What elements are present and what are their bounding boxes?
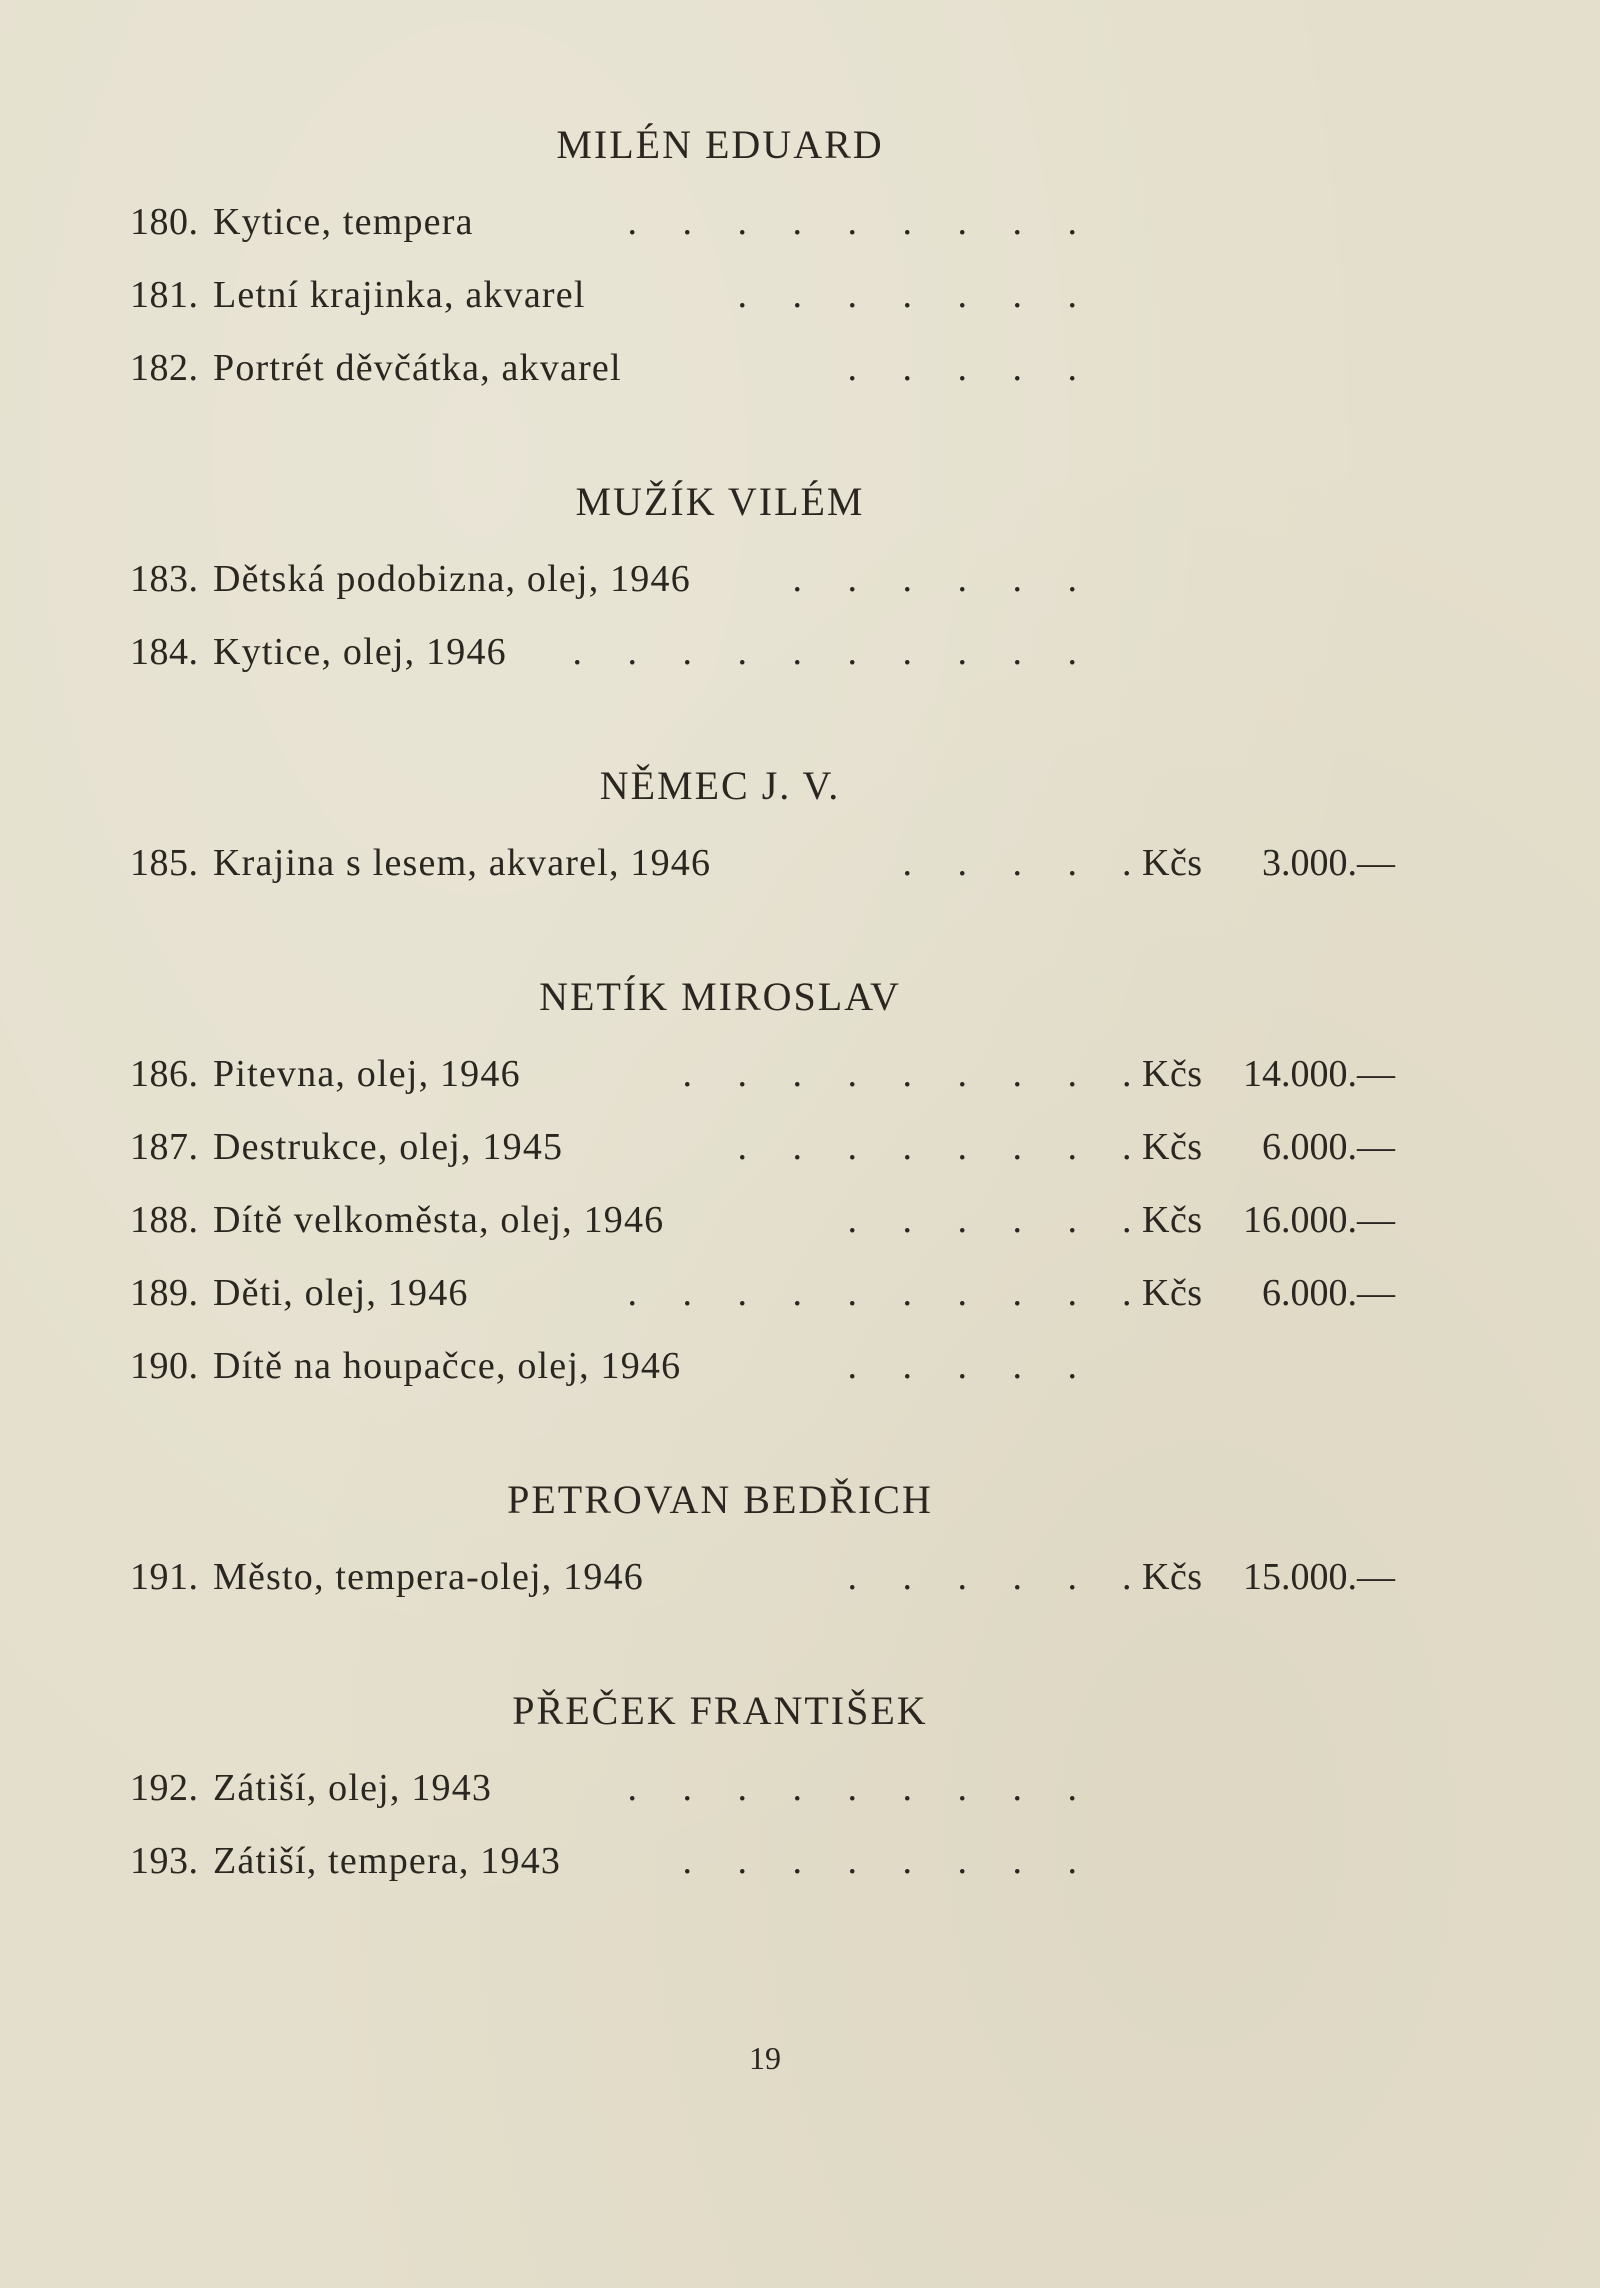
artwork-entry	[0, 332, 1600, 405]
artwork-entry	[0, 827, 1600, 900]
currency-label: . Kčs	[1122, 842, 1203, 884]
artwork-title: Letní krajinka, akvarel	[213, 274, 586, 316]
section-spacer	[0, 689, 1600, 759]
artist-heading: NETÍK MIROSLAV	[539, 974, 901, 1019]
catalog-number: 186.	[130, 1053, 199, 1095]
artwork-title: Děti, olej, 1946	[213, 1272, 469, 1314]
page-number: 19	[749, 2040, 781, 2076]
artwork-title: Destrukce, olej, 1945	[213, 1126, 564, 1168]
artwork-title: Portrét děvčátka, akvarel	[213, 347, 622, 389]
dot-leader: . . . .	[902, 842, 1095, 884]
artwork-title: Dětská podobizna, olej, 1946	[213, 558, 691, 600]
artwork-entry	[0, 1111, 1600, 1184]
section-spacer	[0, 405, 1600, 475]
dot-leader: . . . . . . . .	[682, 1840, 1095, 1882]
catalog-number: 182.	[130, 347, 199, 389]
artist-section	[0, 475, 1600, 759]
artwork-title: Dítě na houpačce, olej, 1946	[213, 1345, 682, 1387]
dot-leader: . . . . . . .	[737, 274, 1095, 316]
dot-leader: . . . . .	[847, 1345, 1095, 1387]
artist-heading: PŘEČEK FRANTIŠEK	[512, 1688, 928, 1733]
artwork-title: Krajina s lesem, akvarel, 1946	[213, 842, 712, 884]
artwork-entry	[0, 1257, 1600, 1330]
artwork-entry	[0, 1038, 1600, 1111]
catalog-number: 185.	[130, 842, 199, 884]
price-value: 6.000.—	[1262, 1272, 1395, 1314]
catalog-number: 184.	[130, 631, 199, 673]
currency-label: . Kčs	[1122, 1199, 1203, 1241]
artwork-entry	[0, 1752, 1600, 1825]
section-spacer	[0, 1403, 1600, 1473]
price-value: 3.000.—	[1262, 842, 1395, 884]
artwork-title: Pitevna, olej, 1946	[213, 1053, 521, 1095]
artwork-entry	[0, 259, 1600, 332]
dot-leader: . . . . . . . . .	[627, 1272, 1095, 1314]
catalog-number: 181.	[130, 274, 199, 316]
artwork-entry	[0, 1825, 1600, 1898]
artwork-list	[0, 543, 1600, 689]
dot-leader: . . . . . . . .	[682, 1053, 1095, 1095]
dot-leader: . . . . .	[847, 1556, 1095, 1598]
artwork-title: Kytice, tempera	[213, 201, 474, 243]
catalog-number: 188.	[130, 1199, 199, 1241]
catalog-content	[0, 118, 1600, 1898]
artist-section	[0, 759, 1600, 970]
artwork-entry	[0, 616, 1600, 689]
price-value: 16.000.—	[1243, 1199, 1395, 1241]
artwork-list	[0, 827, 1600, 900]
dot-leader: . . . . .	[847, 1199, 1095, 1241]
artist-heading: MUŽÍK VILÉM	[575, 479, 865, 524]
currency-label: . Kčs	[1122, 1053, 1203, 1095]
artist-heading: PETROVAN BEDŘICH	[507, 1477, 933, 1522]
catalog-number: 193.	[130, 1840, 199, 1882]
artwork-list	[0, 186, 1600, 405]
dot-leader: . . . . . . . . .	[627, 201, 1095, 243]
artwork-list	[0, 1541, 1600, 1614]
dot-leader: . . . . . .	[792, 558, 1095, 600]
artwork-entry	[0, 1330, 1600, 1403]
artwork-entry	[0, 1184, 1600, 1257]
artwork-entry	[0, 186, 1600, 259]
catalog-number: 187.	[130, 1126, 199, 1168]
artist-section	[0, 1473, 1600, 1684]
catalog-number: 189.	[130, 1272, 199, 1314]
catalog-number: 183.	[130, 558, 199, 600]
price-value: 14.000.—	[1243, 1053, 1395, 1095]
section-spacer	[0, 900, 1600, 970]
currency-label: . Kčs	[1122, 1272, 1203, 1314]
artist-heading: MILÉN EDUARD	[556, 122, 884, 167]
currency-label: . Kčs	[1122, 1556, 1203, 1598]
artwork-title: Kytice, olej, 1946	[213, 631, 507, 673]
artwork-title: Město, tempera-olej, 1946	[213, 1556, 645, 1598]
catalog-number: 191.	[130, 1556, 199, 1598]
catalog-number: 180.	[130, 201, 199, 243]
catalog-number: 190.	[130, 1345, 199, 1387]
artwork-title: Dítě velkoměsta, olej, 1946	[213, 1199, 665, 1241]
dot-leader: . . . . . . . . .	[627, 1767, 1095, 1809]
dot-leader: . . . . .	[847, 347, 1095, 389]
artist-section	[0, 1684, 1600, 1898]
artwork-title: Zátiší, olej, 1943	[213, 1767, 493, 1809]
dot-leader: . . . . . . .	[737, 1126, 1095, 1168]
catalog-number: 192.	[130, 1767, 199, 1809]
section-spacer	[0, 1614, 1600, 1684]
artwork-entry	[0, 1541, 1600, 1614]
currency-label: . Kčs	[1122, 1126, 1203, 1168]
price-value: 6.000.—	[1262, 1126, 1395, 1168]
dot-leader: . . . . . . . . . .	[572, 631, 1095, 673]
artwork-list	[0, 1038, 1600, 1403]
price-value: 15.000.—	[1243, 1556, 1395, 1598]
artwork-title: Zátiší, tempera, 1943	[213, 1840, 562, 1882]
artwork-list	[0, 1752, 1600, 1898]
artwork-entry	[0, 543, 1600, 616]
artist-section	[0, 118, 1600, 475]
artist-heading: NĚMEC J. V.	[599, 763, 841, 808]
artist-section	[0, 970, 1600, 1473]
